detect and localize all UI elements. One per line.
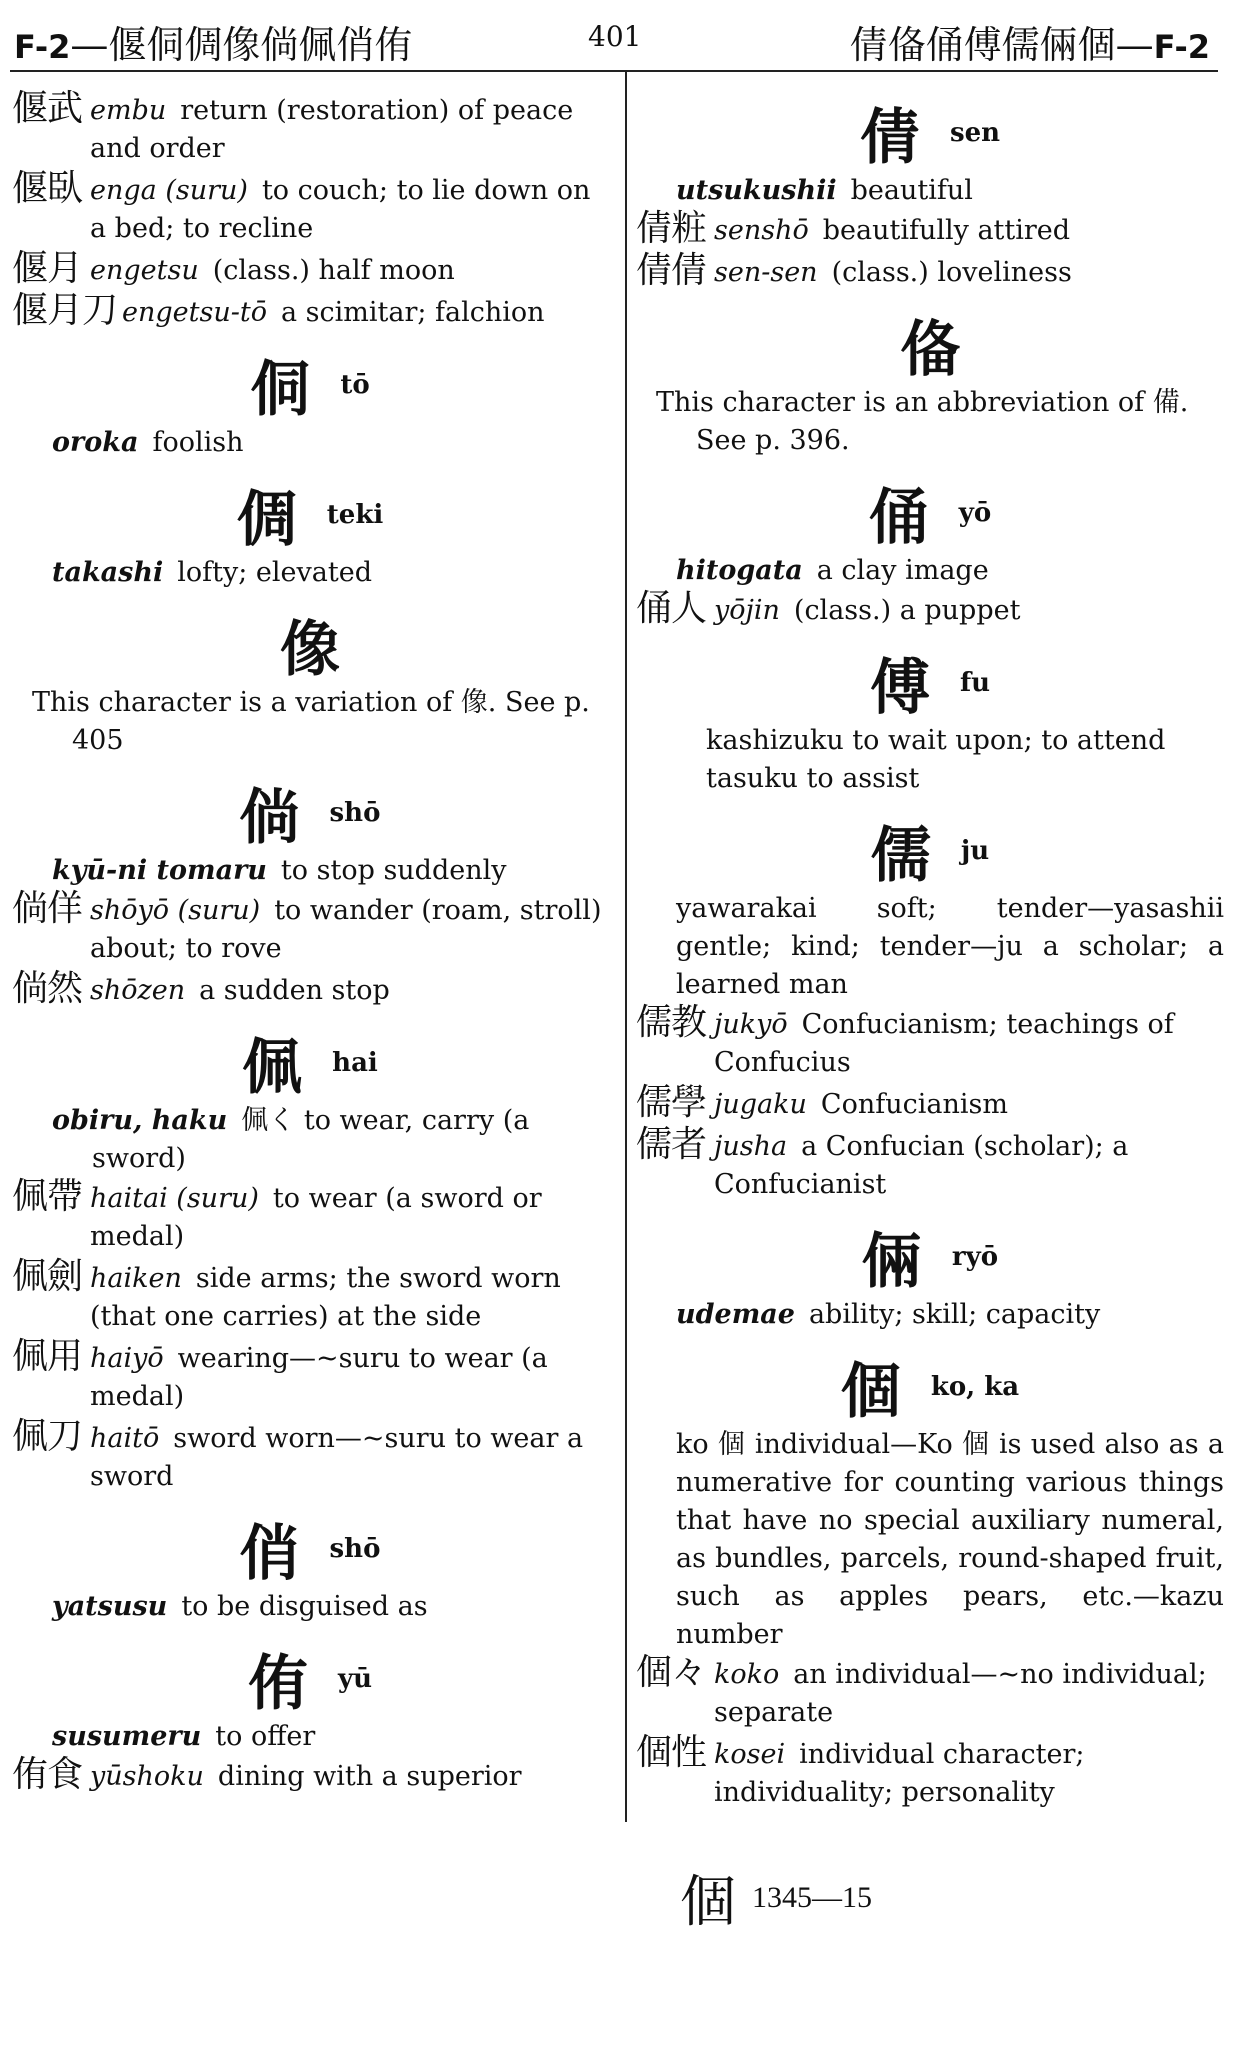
- page-header: [0, 14, 1244, 70]
- entry-kanji: 佩劍: [12, 1256, 83, 1297]
- kanji-meaning: [12, 1588, 608, 1626]
- entry-definition: (class.) a puppet: [793, 595, 1021, 626]
- kanji-meaning: kashizuku to wait upon; to attend tasuku to assist: [706, 725, 1166, 794]
- left-column: [12, 90, 608, 1800]
- heading-reading: tō: [340, 370, 370, 400]
- entry-definition: sword worn—~suru to wear a sword: [90, 1423, 584, 1492]
- heading-reading: teki: [326, 500, 384, 530]
- entry-definition: return (restoration) of peace and order: [90, 95, 574, 164]
- heading-reading: ju: [960, 836, 990, 866]
- meaning-english: ability; skill; capacity: [808, 1299, 1101, 1330]
- entry-kanji: 侑食: [12, 1754, 83, 1795]
- header-rule: [10, 70, 1218, 72]
- entry-reading: jusha: [714, 1131, 788, 1162]
- entry-reading: shōzen: [90, 975, 186, 1006]
- entry-kanji: 倩粧: [636, 208, 707, 249]
- entry-reading: haiken: [90, 1263, 182, 1294]
- compound-entry: [12, 1336, 608, 1416]
- heading-kanji: 傅: [869, 653, 930, 723]
- meaning-japanese: obiru, haku: [52, 1105, 228, 1136]
- kanji-meaning: [12, 554, 608, 592]
- meaning-english: to offer: [215, 1721, 316, 1752]
- meaning-japanese: yatsusu: [52, 1591, 168, 1622]
- entry-reading: engetsu-tō: [122, 297, 267, 328]
- entry-kanji: 儒學: [636, 1082, 707, 1123]
- heading-kanji: 侗: [250, 355, 311, 425]
- heading-reading: shō: [329, 1534, 381, 1564]
- compound-entry: [636, 208, 1224, 250]
- entry-definition: an individual—~no individual; separate: [714, 1659, 1207, 1728]
- entry-definition: side arms; the sword worn (that one carries) at the side: [90, 1263, 561, 1332]
- kanji-heading: [636, 1214, 1224, 1297]
- entry-definition: (class.) loveliness: [831, 257, 1072, 288]
- heading-kanji: 倜: [236, 485, 297, 555]
- header-left-code: F-2: [14, 28, 71, 66]
- footer-kanji: 個: [680, 1870, 736, 1935]
- entry-definition: wearing—~suru to wear (a medal): [90, 1343, 548, 1412]
- entry-kanji: 個性: [636, 1732, 707, 1773]
- heading-kanji: 倆: [861, 1227, 922, 1297]
- entry-kanji: 佩用: [12, 1336, 83, 1377]
- heading-reading: fu: [959, 668, 991, 698]
- entry-reading: haitō: [90, 1423, 160, 1454]
- header-right-code: F-2: [1153, 28, 1210, 66]
- compound-entry: [12, 1754, 608, 1796]
- entry-list: [12, 88, 608, 332]
- kanji-paragraph: ko 個 individual—Ko 個 is used also as a numerative for counting various things that have no special auxiliary numeral, as bundles, parcels, round-shaped fruit, such as apples pears, etc.—kazu number: [676, 1429, 1224, 1650]
- heading-reading: hai: [332, 1048, 378, 1078]
- entry-kanji: 俑人: [636, 588, 707, 629]
- column-divider: [625, 72, 627, 1822]
- meaning-japanese: kyū-ni tomaru: [52, 855, 267, 886]
- header-left: F-2—偃侗倜像倘佩俏侑: [14, 23, 413, 67]
- entry-definition: Confucianism: [820, 1089, 1008, 1120]
- kanji-heading: [12, 602, 608, 685]
- compound-entry: [636, 1082, 1224, 1124]
- compound-entry: [636, 588, 1224, 630]
- entry-definition: a Confucian (scholar); a Confucianist: [714, 1131, 1129, 1200]
- entry-definition: individual character; individuality; personality: [714, 1739, 1085, 1808]
- compound-entry: [12, 1416, 608, 1496]
- header-left-chars: 偃侗倜像倘佩俏侑: [108, 23, 413, 67]
- heading-kanji: 俻: [900, 315, 960, 385]
- entry-reading: yūshoku: [90, 1761, 204, 1792]
- kanji-note: This character is an abbreviation of 備. See p. 396.: [656, 387, 1189, 456]
- entry-definition: to wander (roam, stroll) about; to rove: [90, 895, 602, 964]
- compound-entry: [12, 168, 608, 248]
- entry-kanji: 倩倩: [636, 250, 707, 291]
- compound-entry: [12, 1176, 608, 1256]
- meaning-japanese: udemae: [676, 1299, 795, 1330]
- kanji-heading: [636, 470, 1224, 553]
- meaning-english: foolish: [152, 427, 244, 458]
- entry-reading: engetsu: [90, 255, 199, 286]
- meaning-english: beautiful: [850, 175, 973, 206]
- meaning-japanese: utsukushii: [676, 175, 837, 206]
- entry-reading: senshō: [714, 215, 809, 246]
- entry-reading: jukyō: [714, 1009, 788, 1040]
- kanji-heading: [636, 808, 1224, 891]
- meaning-english: to be disguised as: [181, 1591, 428, 1622]
- entry-reading: sen-sen: [714, 257, 818, 288]
- entry-kanji: 偃月刀: [12, 290, 118, 331]
- kanji-heading: [636, 302, 1224, 385]
- compound-entry: [12, 290, 608, 332]
- compound-entry: [636, 1732, 1224, 1812]
- entry-reading: haiyō: [90, 1343, 164, 1374]
- compound-entry: [636, 250, 1224, 292]
- compound-entry: [12, 968, 608, 1010]
- footer-number: 1345—15: [752, 1881, 872, 1914]
- kanji-meaning: [636, 172, 1224, 210]
- entry-reading: yōjin: [714, 595, 780, 626]
- entry-definition: (class.) half moon: [212, 255, 455, 286]
- kanji-meaning: [12, 852, 608, 890]
- kanji-heading: [636, 1344, 1224, 1427]
- right-column: [636, 90, 1224, 1816]
- meaning-japanese: oroka: [52, 427, 139, 458]
- heading-kanji: 俑: [868, 483, 929, 553]
- kanji-meaning: [12, 424, 608, 462]
- entry-definition: beautifully attired: [822, 215, 1071, 246]
- entry-definition: a sudden stop: [199, 975, 390, 1006]
- entry-reading: jugaku: [714, 1089, 807, 1120]
- heading-kanji: 俏: [239, 1519, 300, 1589]
- heading-reading: yū: [337, 1664, 372, 1694]
- compound-entry: [12, 1256, 608, 1336]
- heading-reading: yō: [958, 498, 992, 528]
- footer-code: [680, 1858, 872, 1938]
- entry-kanji: 倘然: [12, 968, 83, 1009]
- kanji-meaning: yawarakai soft; tender—yasashii gentle; kind; tender—ju a scholar; a learned man: [676, 893, 1224, 1000]
- heading-reading: sen: [949, 118, 1001, 148]
- heading-kanji: 個: [840, 1357, 901, 1427]
- kanji-meaning: [636, 552, 1224, 590]
- entry-kanji: 偃月: [12, 248, 83, 289]
- heading-kanji: 侑: [247, 1649, 308, 1719]
- compound-entry: [12, 888, 608, 968]
- heading-kanji: 倩: [859, 103, 920, 173]
- kanji-heading: [12, 342, 608, 425]
- entry-reading: shōyō (suru): [90, 895, 261, 926]
- meaning-japanese: hitogata: [676, 555, 803, 586]
- compound-entry: [12, 88, 608, 168]
- entry-kanji: 佩帶: [12, 1176, 83, 1217]
- compound-entry: [636, 1002, 1224, 1082]
- heading-reading: ryō: [951, 1242, 999, 1272]
- entry-kanji: 佩刀: [12, 1416, 83, 1457]
- meaning-japanese: susumeru: [52, 1721, 202, 1752]
- kanji-heading: [12, 1020, 608, 1103]
- page-number: 401: [588, 20, 642, 53]
- compound-entry: [636, 1652, 1224, 1732]
- kanji-meaning: [12, 1102, 608, 1178]
- compound-entry: [12, 248, 608, 290]
- entry-kanji: 儒者: [636, 1124, 707, 1165]
- entry-reading: embu: [90, 95, 167, 126]
- meaning-english: a clay image: [816, 555, 989, 586]
- entry-kanji: 偃臥: [12, 168, 83, 209]
- kanji-heading: [12, 472, 608, 555]
- header-right: 倩俻俑傅儒倆個—F-2: [849, 23, 1210, 67]
- entry-reading: koko: [714, 1659, 780, 1690]
- compound-entry: [636, 1124, 1224, 1204]
- kanji-heading: [12, 770, 608, 853]
- entry-reading: enga (suru): [90, 175, 248, 206]
- meaning-english: 佩く to wear, carry (a sword): [92, 1105, 530, 1174]
- meaning-english: to stop suddenly: [280, 855, 507, 886]
- kanji-note: This character is a variation of 像. See p. 405: [32, 687, 590, 756]
- entry-kanji: 偃武: [12, 88, 83, 129]
- entry-definition: dining with a superior: [217, 1761, 522, 1792]
- heading-kanji: 佩: [242, 1033, 303, 1103]
- heading-reading: shō: [329, 798, 381, 828]
- entry-kanji: 儒教: [636, 1002, 707, 1043]
- entry-kanji: 倘佯: [12, 888, 83, 929]
- entry-definition: to couch; to lie down on a bed; to recline: [90, 175, 591, 244]
- kanji-heading: [12, 1506, 608, 1589]
- heading-kanji: 像: [280, 615, 340, 685]
- entry-definition: to wear (a sword or medal): [90, 1183, 542, 1252]
- header-right-chars: 倩俻俑傅儒倆個: [849, 23, 1116, 67]
- entry-definition: a scimitar; falchion: [280, 297, 545, 328]
- kanji-meaning: [12, 1718, 608, 1756]
- kanji-heading: [636, 640, 1224, 723]
- kanji-heading: [636, 90, 1224, 173]
- entry-kanji: 個々: [636, 1652, 707, 1693]
- entry-reading: kosei: [714, 1739, 786, 1770]
- heading-kanji: 儒: [870, 821, 931, 891]
- meaning-english: lofty; elevated: [177, 557, 372, 588]
- heading-kanji: 倘: [239, 783, 300, 853]
- meaning-japanese: takashi: [52, 557, 164, 588]
- entry-definition: Confucianism; teachings of Confucius: [714, 1009, 1174, 1078]
- kanji-meaning: [636, 1296, 1224, 1334]
- entry-reading: haitai (suru): [90, 1183, 259, 1214]
- heading-reading: ko, ka: [930, 1372, 1020, 1402]
- kanji-heading: [12, 1636, 608, 1719]
